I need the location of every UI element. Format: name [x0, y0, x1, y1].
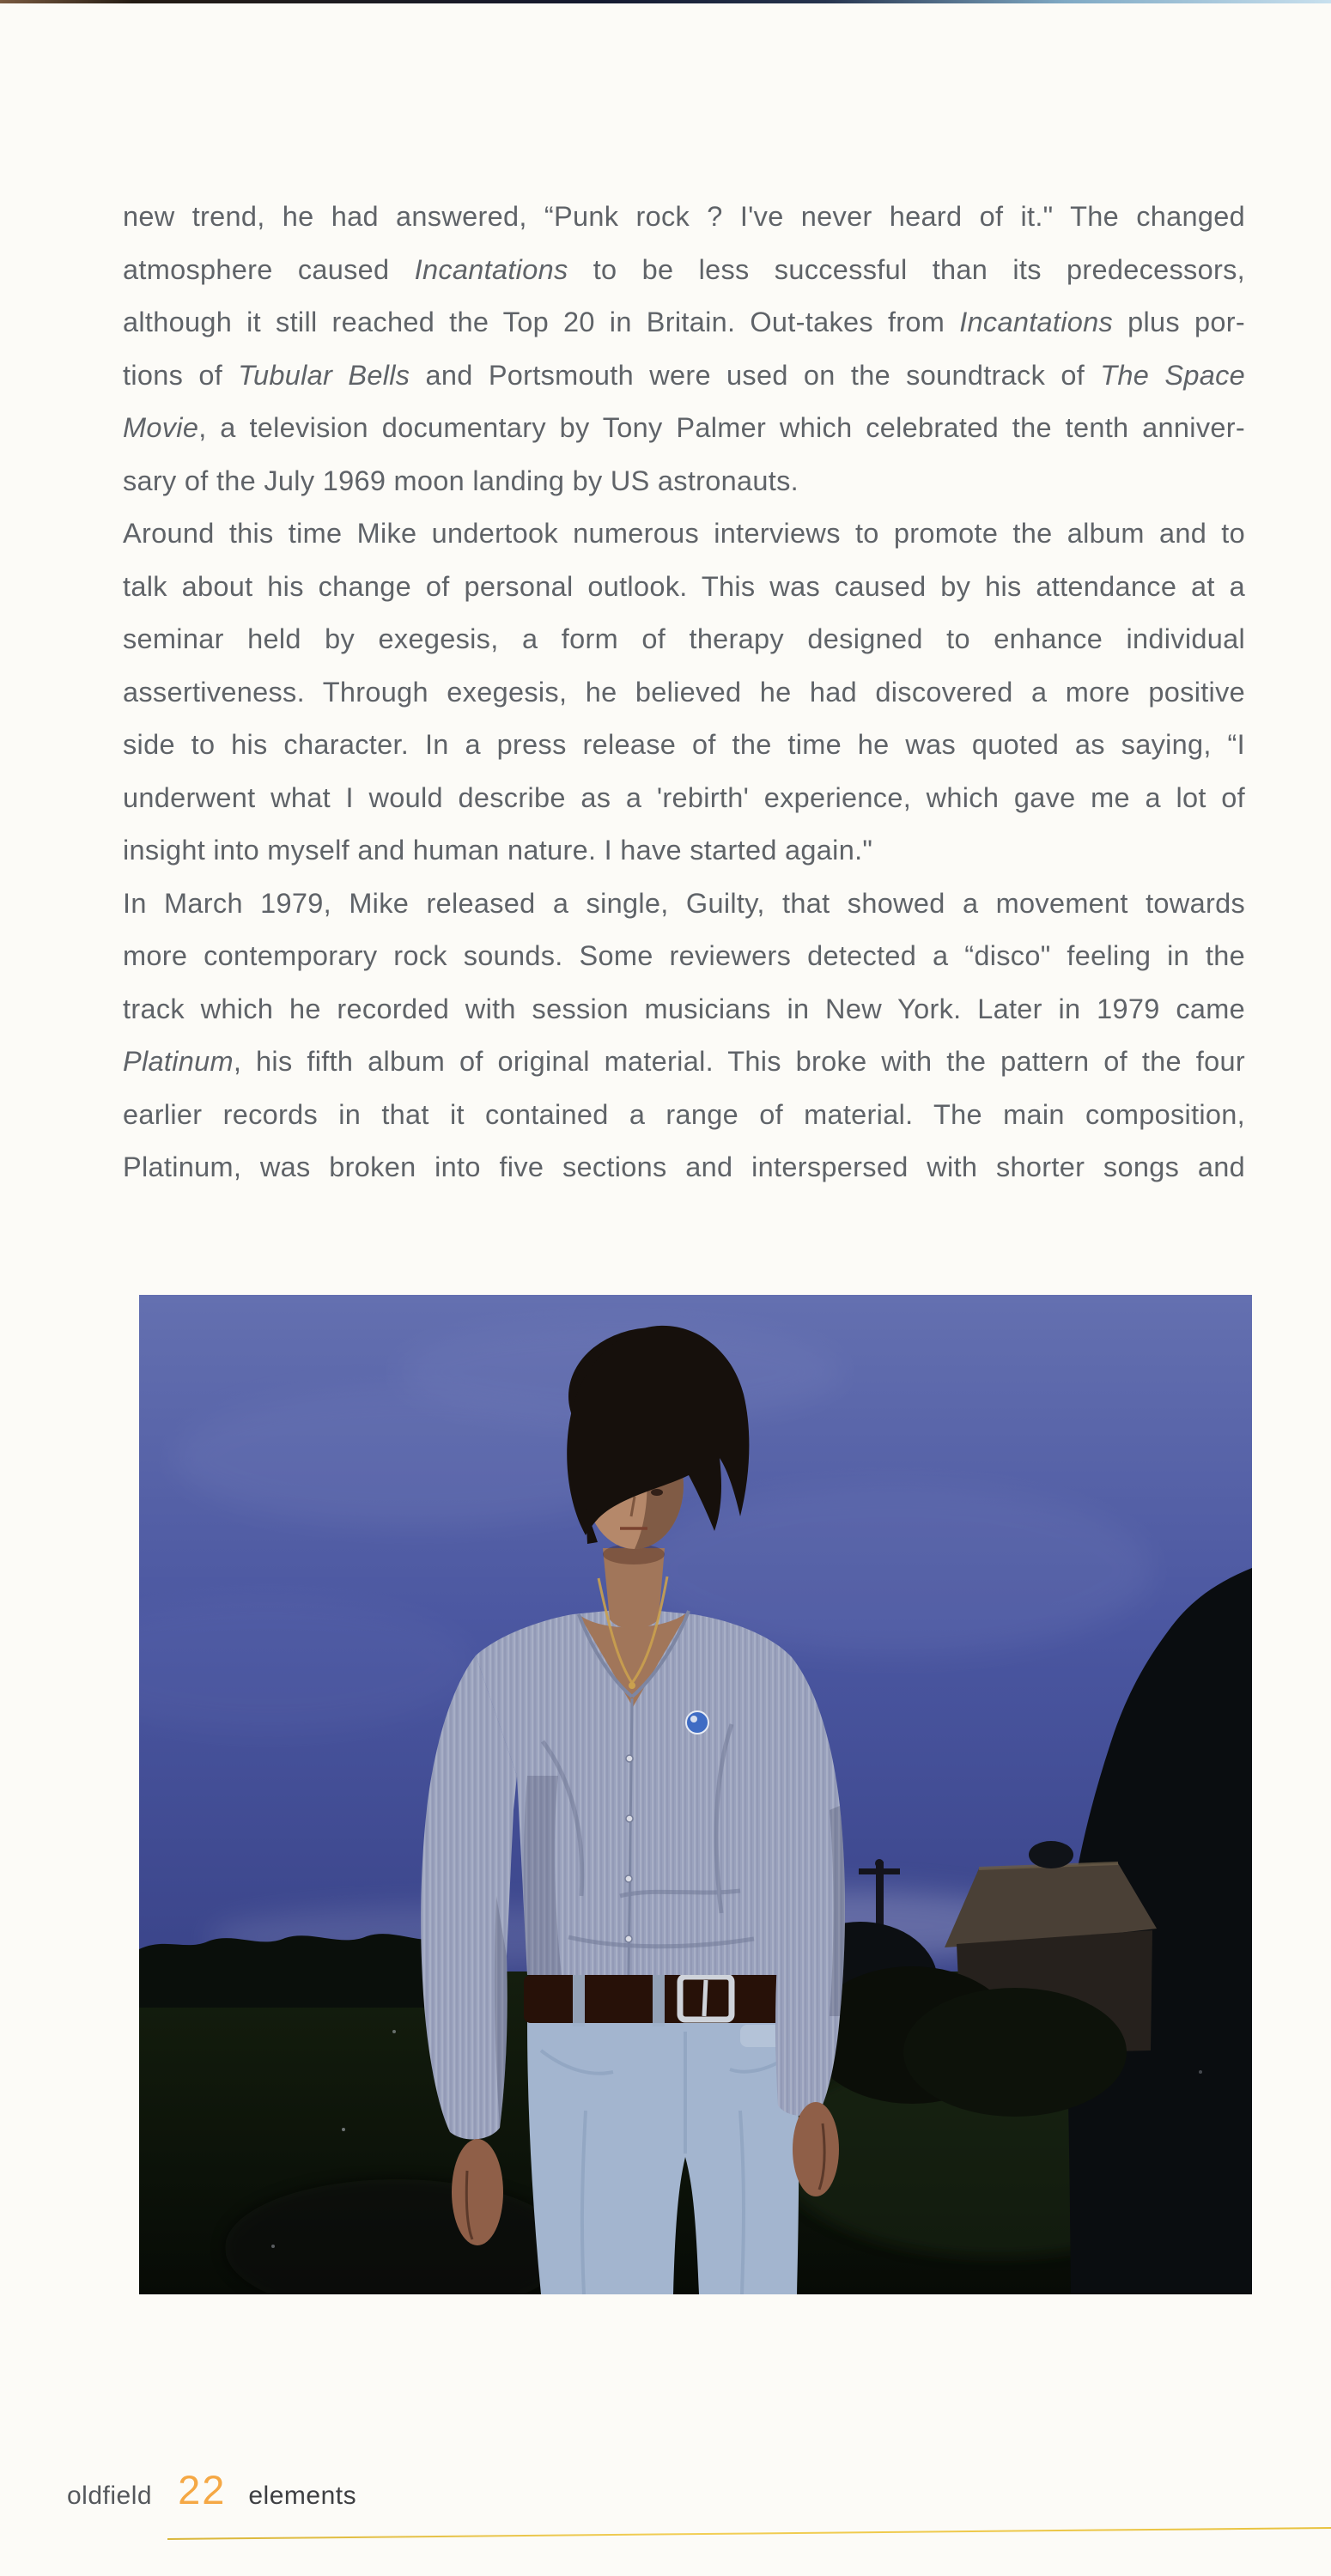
body-paragraph-2 [123, 507, 1245, 878]
text-line: although it still reached the Top 20 in Britain. Out-takes from Incantations plus por- [123, 307, 1245, 337]
text-line: track which he recorded with session musicians in New York. Later in 1979 came [123, 993, 1245, 1024]
photo-man-left-hand [452, 2139, 503, 2245]
text-line: more contemporary rock sounds. Some reviewers detected a “disco" feeling in the [123, 940, 1245, 971]
photo-illustration [139, 1295, 1252, 2294]
text-line: Platinum, was broken into five sections and interspersed with shorter songs and [123, 1151, 1245, 1182]
text-line: tions of Tubular Bells and Portsmouth were used on the soundtrack of The Space [123, 359, 1246, 391]
text-line: insight into myself and human nature. I have started again." [123, 835, 873, 866]
photo-man-jeans [527, 2021, 799, 2294]
photo-man-right-hand [793, 2102, 839, 2196]
page-footer [67, 2466, 356, 2513]
mike-oldfield-photo [139, 1295, 1252, 2294]
body-text [123, 191, 1245, 1194]
text-line: Movie, a television documentary by Tony Palmer which celebrated the tenth anniver- [123, 412, 1245, 443]
text-line: new trend, he had answered, “Punk rock ? I've never heard of it." The changed [123, 201, 1245, 232]
text-line: side to his character. In a press release of the time he was quoted as saying, “I [123, 729, 1245, 760]
scan-edge-artifact [0, 0, 1331, 3]
text-line: In March 1979, Mike released a single, Guilty, that showed a movement towards [123, 887, 1245, 919]
text-line: talk about his change of personal outlook. This was caused by his attendance at a [123, 570, 1245, 602]
text-line: assertiveness. Through exegesis, he believed he had discovered a more positive [123, 676, 1245, 708]
footer-page-number: 22 [178, 2467, 227, 2512]
text-line: Around this time Mike undertook numerous interviews to promote the album and to [123, 518, 1245, 549]
text-line: underwent what I would describe as a 'rebirth' experience, which gave me a lot of [123, 781, 1245, 813]
body-paragraph-1 [123, 191, 1245, 507]
text-line: sary of the July 1969 moon landing by US astronauts. [123, 465, 799, 496]
footer-series-title: elements [248, 2482, 357, 2510]
photo-man-badge [686, 1711, 708, 1734]
text-line: Platinum, his fifth album of original material. This broke with the pattern of the four [123, 1046, 1245, 1077]
text-line: seminar held by exegesis, a form of therapy designed to enhance individual [123, 623, 1245, 654]
footer-gold-rule [167, 2527, 1331, 2540]
footer-author: oldfield [67, 2482, 153, 2510]
photo-man-belt [524, 1970, 797, 2026]
text-line: atmosphere caused Incantations to be less successful than its predecessors, [123, 253, 1245, 285]
text-line: earlier records in that it contained a range of material. The main composition, [123, 1098, 1245, 1130]
body-paragraph-3 [123, 878, 1245, 1194]
